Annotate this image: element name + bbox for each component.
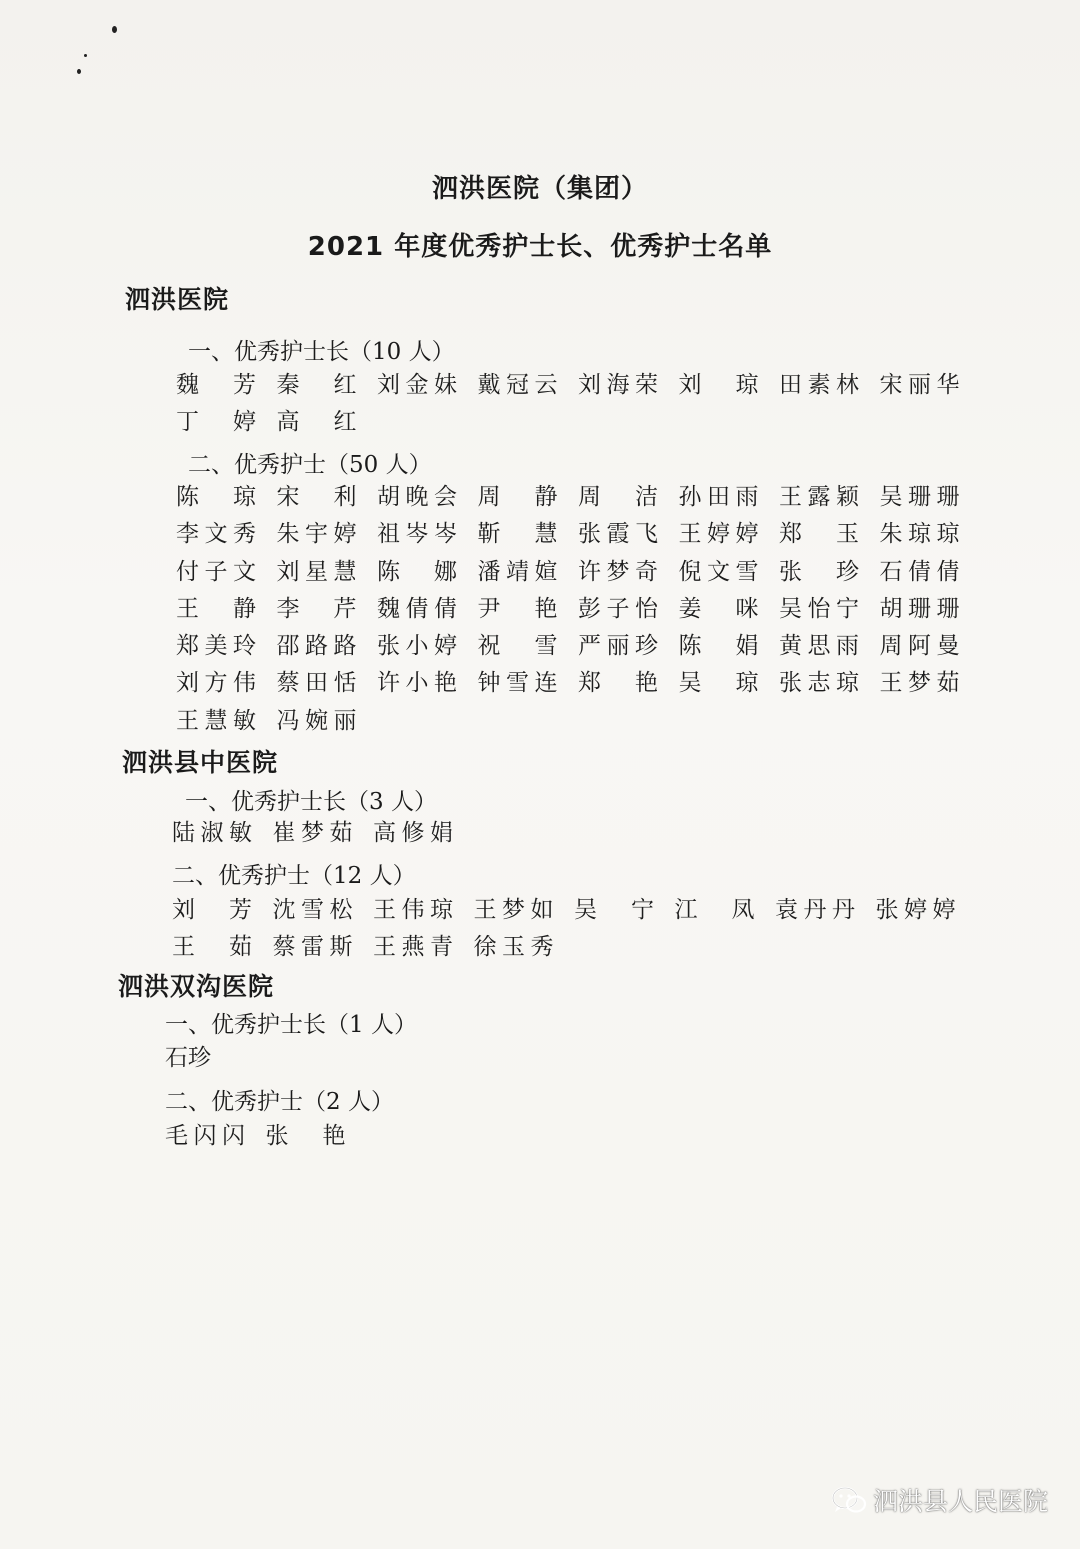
- name-item: 刘海荣: [578, 372, 658, 398]
- name-list: [165, 1121, 969, 1158]
- name-item: 丁婷: [176, 409, 256, 436]
- watermark: [831, 1482, 1048, 1518]
- name-item: 许小艳: [377, 670, 457, 697]
- watermark-text: 泗洪县人民医院: [872, 1487, 1048, 1516]
- name-item: 张珍: [779, 558, 859, 585]
- name-item: 郑玉: [779, 521, 859, 548]
- name-item: 刘星慧: [276, 558, 357, 585]
- scan-speck: [112, 26, 117, 33]
- name-list: [165, 1043, 969, 1080]
- name-item: 冯婉丽: [276, 707, 357, 734]
- name-item: 彭子怡: [578, 595, 658, 622]
- hospital-heading: 泗洪医院: [125, 285, 230, 314]
- name-item: 吴琼: [678, 670, 759, 697]
- name-item: 周阿曼: [879, 633, 960, 660]
- name-item: 张志琼: [779, 670, 859, 697]
- hospital-heading: 泗洪双沟医院: [118, 972, 275, 1001]
- name-item: 吴宁: [574, 897, 654, 923]
- name-item: 付子文: [176, 558, 256, 585]
- name-item: 刘芳: [172, 897, 252, 923]
- name-item: 孙田雨: [678, 484, 759, 510]
- name-item: 张小婷: [377, 633, 457, 660]
- name-item: 田素林: [779, 372, 859, 398]
- name-item: 朱琼琼: [879, 521, 960, 548]
- name-item: 祖岑岑: [377, 521, 457, 548]
- name-item: 陈娜: [377, 558, 457, 585]
- name-item: 刘金妹: [377, 372, 457, 398]
- name-item: 崔梦茹: [272, 820, 353, 846]
- name-item: 沈雪松: [272, 897, 353, 923]
- name-item: 徐玉秀: [473, 934, 554, 961]
- name-item: 王静: [176, 595, 256, 622]
- category-heading: 二、优秀护士（50 人）: [188, 452, 432, 478]
- name-item: 高红: [276, 409, 357, 436]
- category-heading: 一、优秀护士长（3 人）: [185, 789, 437, 815]
- name-list: [172, 818, 976, 855]
- name-item: 祝雪: [477, 633, 558, 660]
- name-item: 陈琼: [176, 484, 256, 510]
- name-item: 陈娟: [678, 633, 759, 660]
- scan-speck: [84, 54, 87, 57]
- document-subtitle: 2021 年度优秀护士长、优秀护士名单: [307, 232, 773, 262]
- name-item: 王燕青: [373, 934, 453, 961]
- name-item: 宋丽华: [879, 372, 960, 398]
- category-heading: 二、优秀护士（12 人）: [172, 863, 416, 889]
- name-item: 王婷婷: [678, 521, 759, 548]
- name-item: 钟雪连: [477, 670, 558, 697]
- name-item: 李文秀: [176, 521, 256, 548]
- name-item: 郑美玲: [176, 633, 256, 660]
- name-list: [172, 895, 976, 970]
- name-item: 胡晚会: [377, 484, 457, 510]
- name-item: 张艳: [265, 1123, 346, 1149]
- name-item: 倪文雪: [678, 558, 759, 585]
- name-item: 秦红: [276, 372, 357, 398]
- name-item: 郑艳: [578, 670, 658, 697]
- name-item: 周静: [477, 484, 558, 510]
- name-item: 姜咪: [678, 595, 759, 622]
- name-item: 蔡田恬: [276, 670, 357, 697]
- name-item: 戴冠云: [477, 372, 558, 398]
- name-item: 周洁: [578, 484, 658, 510]
- category-heading: 一、优秀护士长（10 人）: [188, 339, 455, 365]
- name-item: 王梦如: [473, 897, 554, 923]
- name-item: 毛闪闪: [165, 1123, 245, 1149]
- name-item: 刘方伟: [176, 670, 256, 697]
- name-item: 许梦奇: [578, 558, 658, 585]
- name-item: 王慧敏: [176, 707, 256, 734]
- name-item: 江凤: [674, 897, 755, 923]
- name-item: 严丽珍: [578, 633, 658, 660]
- name-item: 宋利: [276, 484, 357, 510]
- name-item: 靳慧: [477, 521, 558, 548]
- name-item: 吴怡宁: [779, 595, 859, 622]
- category-heading: 二、优秀护士（2 人）: [165, 1089, 394, 1115]
- name-item: 袁丹丹: [775, 897, 855, 923]
- name-list: [176, 370, 980, 445]
- name-item: 石倩倩: [879, 558, 960, 585]
- name-item: 黄思雨: [779, 633, 859, 660]
- name-item: 尹艳: [477, 595, 558, 622]
- category-heading: 一、优秀护士长（1 人）: [165, 1012, 417, 1038]
- name-item: 王梦茹: [879, 670, 960, 697]
- name-item: 吴珊珊: [879, 484, 960, 510]
- name-item: 李芹: [276, 595, 357, 622]
- name-item: 潘靖媗: [477, 558, 558, 585]
- wechat-icon: [831, 1485, 867, 1515]
- name-item: 陆淑敏: [172, 820, 252, 846]
- name-item: 张霞飞: [578, 521, 658, 548]
- name-list: [176, 482, 980, 743]
- name-item: 魏倩倩: [377, 595, 457, 622]
- name-item: 魏芳: [176, 372, 256, 398]
- name-item: 王茹: [172, 934, 252, 961]
- name-item: 蔡雷斯: [272, 934, 353, 961]
- name-item: 邵路路: [276, 633, 357, 660]
- name-item: 朱宇婷: [276, 521, 357, 548]
- name-item: 王露颖: [779, 484, 859, 510]
- name-item: 张婷婷: [875, 897, 956, 923]
- name-item: 石珍: [165, 1045, 211, 1071]
- hospital-heading: 泗洪县中医院: [122, 748, 279, 777]
- name-item: 胡珊珊: [879, 595, 960, 622]
- name-item: 刘琼: [678, 372, 759, 398]
- document-title: 泗洪医院（集团）: [431, 174, 648, 204]
- name-item: 高修娟: [373, 820, 453, 846]
- name-item: 王伟琼: [373, 897, 453, 923]
- scan-speck: [77, 69, 81, 74]
